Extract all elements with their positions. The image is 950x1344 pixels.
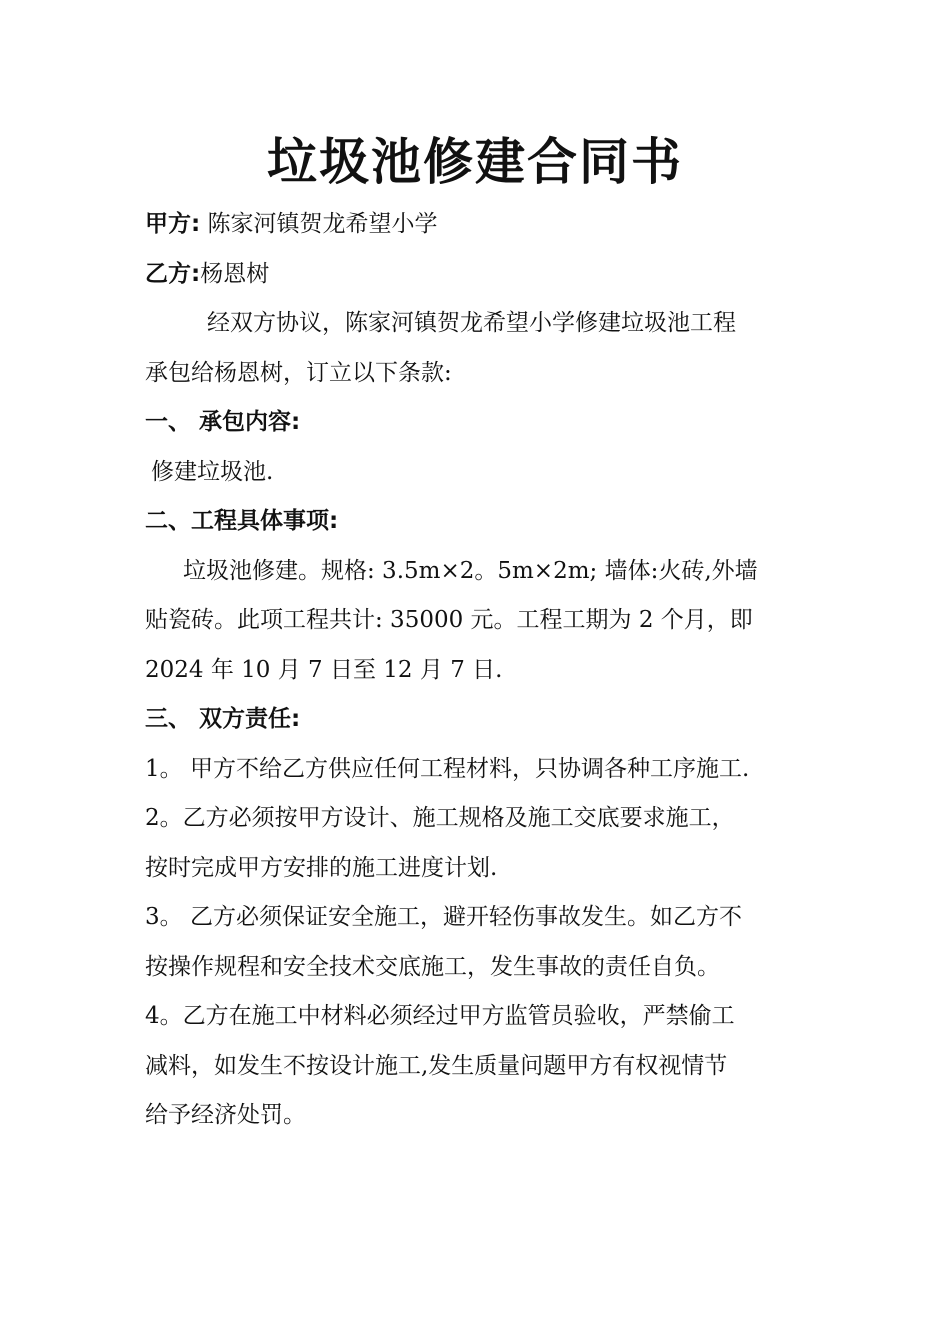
section-3-heading: 三、 双方责任: (145, 706, 301, 732)
section-3-line-4: 3。 乙方必须保证安全施工，避开轻伤事故发生。如乙方不 (145, 904, 742, 930)
intro-line-2: 承包给杨恩树，订立以下条款: (145, 359, 452, 386)
party-a-value: 陈家河镇贺龙希望小学 (207, 211, 438, 237)
section-2-line-3: 2024 年 10 月 7 日至 12 月 7 日. (145, 656, 503, 683)
section-2-line-2: 贴瓷砖。此项工程共计: 35000 元。工程工期为 2 个月，即 (145, 607, 753, 633)
section-3-line-5: 按操作规程和安全技术交底施工，发生事故的责任自负。 (145, 953, 720, 980)
section-1-heading: 一、 承包内容: (145, 409, 301, 435)
party-b-line (145, 250, 825, 300)
section-2-heading: 二、工程具体事项: (145, 508, 339, 534)
section-2-line-1: 垃圾池修建。规格: 3.5m×2。5m×2m; 墙体:火砖,外墙 (183, 557, 758, 584)
section-3-line-3: 按时完成甲方安排的施工进度计划. (145, 854, 498, 881)
intro-line-1: 经双方协议，陈家河镇贺龙希望小学修建垃圾池工程 (207, 310, 736, 336)
document-body (145, 200, 825, 1141)
section-1-body: 修建垃圾池. (151, 458, 274, 485)
section-3-line-6: 4。乙方在施工中材料必须经过甲方监管员验收，严禁偷工 (145, 1003, 735, 1029)
party-a-line (145, 200, 825, 250)
party-b-value: 杨恩树 (200, 260, 270, 287)
section-3-line-8: 给予经济处罚。 (145, 1102, 306, 1128)
party-a-label: 甲方: (145, 211, 201, 237)
section-3-line-1: 1。 甲方不给乙方供应任何工程材料，只协调各种工序施工. (145, 755, 750, 782)
section-3-line-2: 2。乙方必须按甲方设计、施工规格及施工交底要求施工， (145, 805, 735, 831)
party-b-label: 乙方: (145, 260, 201, 287)
section-3-line-7: 减料，如发生不按设计施工,发生质量问题甲方有权视情节 (145, 1052, 728, 1079)
document-title: 垃圾池修建合同书 (267, 132, 683, 191)
